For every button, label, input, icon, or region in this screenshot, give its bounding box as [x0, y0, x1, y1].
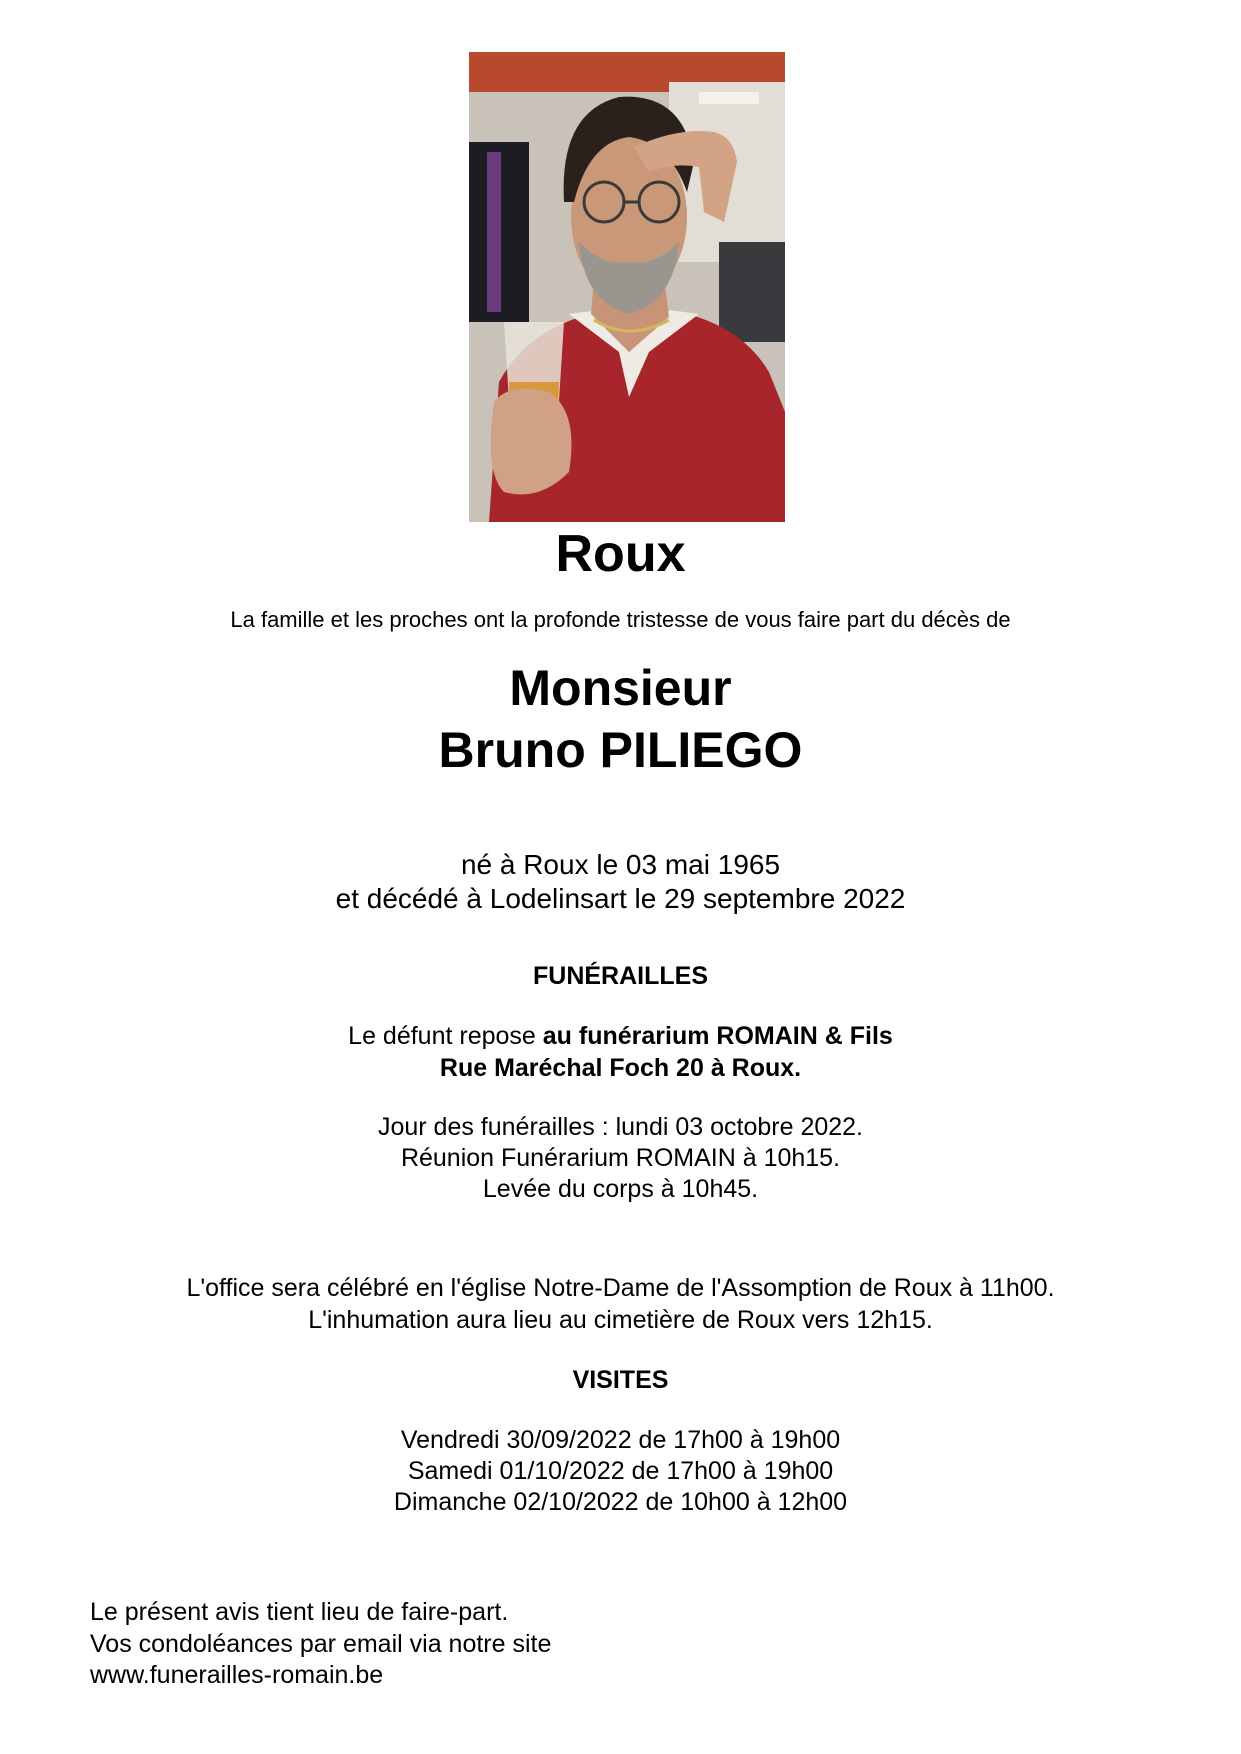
- visit-item: Samedi 01/10/2022 de 17h00 à 19h00: [407, 1457, 834, 1485]
- birth-line: né à Roux le 03 mai 1965: [460, 849, 781, 880]
- announcement-intro: La famille et les proches ont la profonde tristesse de vous faire part du décès de: [230, 607, 1011, 632]
- funeral-heading: FUNÉRAILLES: [533, 962, 708, 990]
- death-line: et décédé à Lodelinsart le 29 septembre 2022: [335, 883, 906, 914]
- lifting-time: Levée du corps à 10h45.: [482, 1175, 759, 1203]
- funeral-day: Jour des funérailles : lundi 03 octobre 2022.: [377, 1113, 864, 1141]
- repose-line: [0, 1020, 1241, 1052]
- meeting-time: Réunion Funérarium ROMAIN à 10h15.: [400, 1144, 841, 1172]
- village-name: Roux: [555, 525, 686, 583]
- church-service: L'office sera célébré en l'église Notre-Dame de l'Assomption de Roux à 11h00.: [186, 1274, 1055, 1302]
- deceased-portrait-photo: [469, 52, 785, 522]
- funerarium-address: Rue Maréchal Foch 20 à Roux.: [439, 1054, 802, 1082]
- deceased-name: Bruno PILIEGO: [438, 722, 803, 778]
- footer-condolences: Vos condoléances par email via notre site: [90, 1630, 552, 1658]
- deceased-title: Monsieur: [509, 660, 732, 716]
- repose-place: au funérarium ROMAIN & Fils: [542, 1022, 893, 1050]
- visit-item: Dimanche 02/10/2022 de 10h00 à 12h00: [393, 1488, 848, 1516]
- footer-notice: Le présent avis tient lieu de faire-part.: [90, 1598, 509, 1626]
- burial-info: L'inhumation aura lieu au cimetière de Roux vers 12h15.: [308, 1306, 933, 1334]
- footer-website: www.funerailles-romain.be: [90, 1661, 384, 1689]
- visit-item: Vendredi 30/09/2022 de 17h00 à 19h00: [400, 1426, 841, 1454]
- visits-heading: VISITES: [572, 1366, 669, 1394]
- repose-prefix: Le défunt repose: [348, 1022, 543, 1050]
